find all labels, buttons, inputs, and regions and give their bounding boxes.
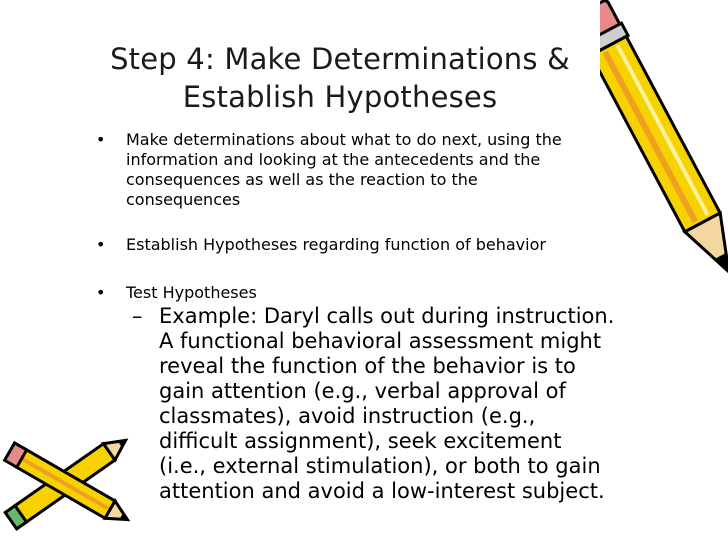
sub-line: A functional behavioral assessment might [159, 329, 602, 353]
sub-line: (i.e., external stimulation), or both to gain [159, 454, 601, 478]
bullet-line: information and looking at the antecedents and the [126, 150, 541, 169]
bullet-line: consequences [126, 190, 241, 209]
title-line-1: Step 4: Make Determinations & [110, 42, 570, 76]
bullet-text [126, 235, 546, 255]
bullet-line: Establish Hypotheses regarding function of behavior [126, 235, 546, 254]
bullet-line: consequences as well as the reaction to the [126, 170, 478, 189]
sub-line: classmates), avoid instruction (e.g., [159, 404, 536, 428]
pencils-icon [0, 420, 140, 546]
sub-bullet-text [159, 304, 614, 504]
sub-line: difficult assignment), seek excitement [159, 429, 562, 453]
bullet-line: Test Hypotheses [126, 283, 257, 302]
sub-line: Example: Daryl calls out during instruction. [159, 304, 615, 328]
pencil-icon [600, 0, 728, 300]
sub-line: reveal the function of the behavior is to [159, 354, 576, 378]
bullet-text [126, 283, 257, 303]
title-line-2: Establish Hypotheses [182, 80, 498, 114]
sub-line: attention and avoid a low-interest subject. [159, 479, 605, 503]
bullet-marker: • [96, 130, 106, 149]
bullet-marker: • [96, 235, 106, 254]
bullet-marker: • [96, 283, 106, 302]
bullet-text [126, 130, 562, 210]
sub-line: gain attention (e.g., verbal approval of [159, 379, 566, 403]
slide-title [60, 40, 620, 116]
bullet-line: Make determinations about what to do next, using the [126, 130, 562, 149]
sub-bullet-marker: – [132, 304, 143, 328]
